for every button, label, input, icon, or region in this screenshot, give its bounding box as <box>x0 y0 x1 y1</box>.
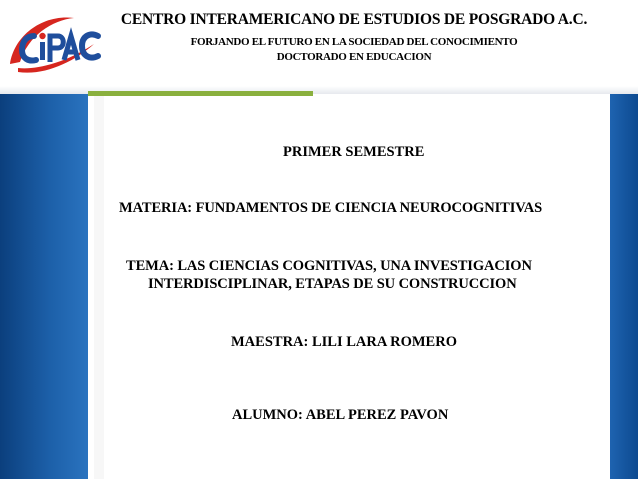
program-name: DOCTORADO EN EDUCACION <box>276 51 432 63</box>
topic-line-1: TEMA: LAS CIENCIAS COGNITIVAS, UNA INVESTIGACION <box>126 258 532 274</box>
student-label: ALUMNO: ABEL PEREZ PAVON <box>232 407 449 423</box>
right-blue-band <box>610 94 638 479</box>
institution-motto: FORJANDO EL FUTURO EN LA SOCIEDAD DEL CONOCIMIENTO <box>190 36 518 48</box>
cipac-logo <box>4 6 104 82</box>
institution-title: CENTRO INTERAMERICANO DE ESTUDIOS DE POSGRADO A.C. <box>120 11 588 28</box>
left-panel <box>94 94 104 479</box>
topic-line-2: INTERDISCIPLINAR, ETAPAS DE SU CONSTRUCCION <box>148 276 517 292</box>
left-blue-band <box>0 94 88 479</box>
accent-line <box>88 91 313 96</box>
semester-label: PRIMER SEMESTRE <box>283 144 425 160</box>
subject-label: MATERIA: FUNDAMENTOS DE CIENCIA NEUROCOGNITIVAS <box>119 200 543 216</box>
teacher-label: MAESTRA: LILI LARA ROMERO <box>231 334 457 350</box>
